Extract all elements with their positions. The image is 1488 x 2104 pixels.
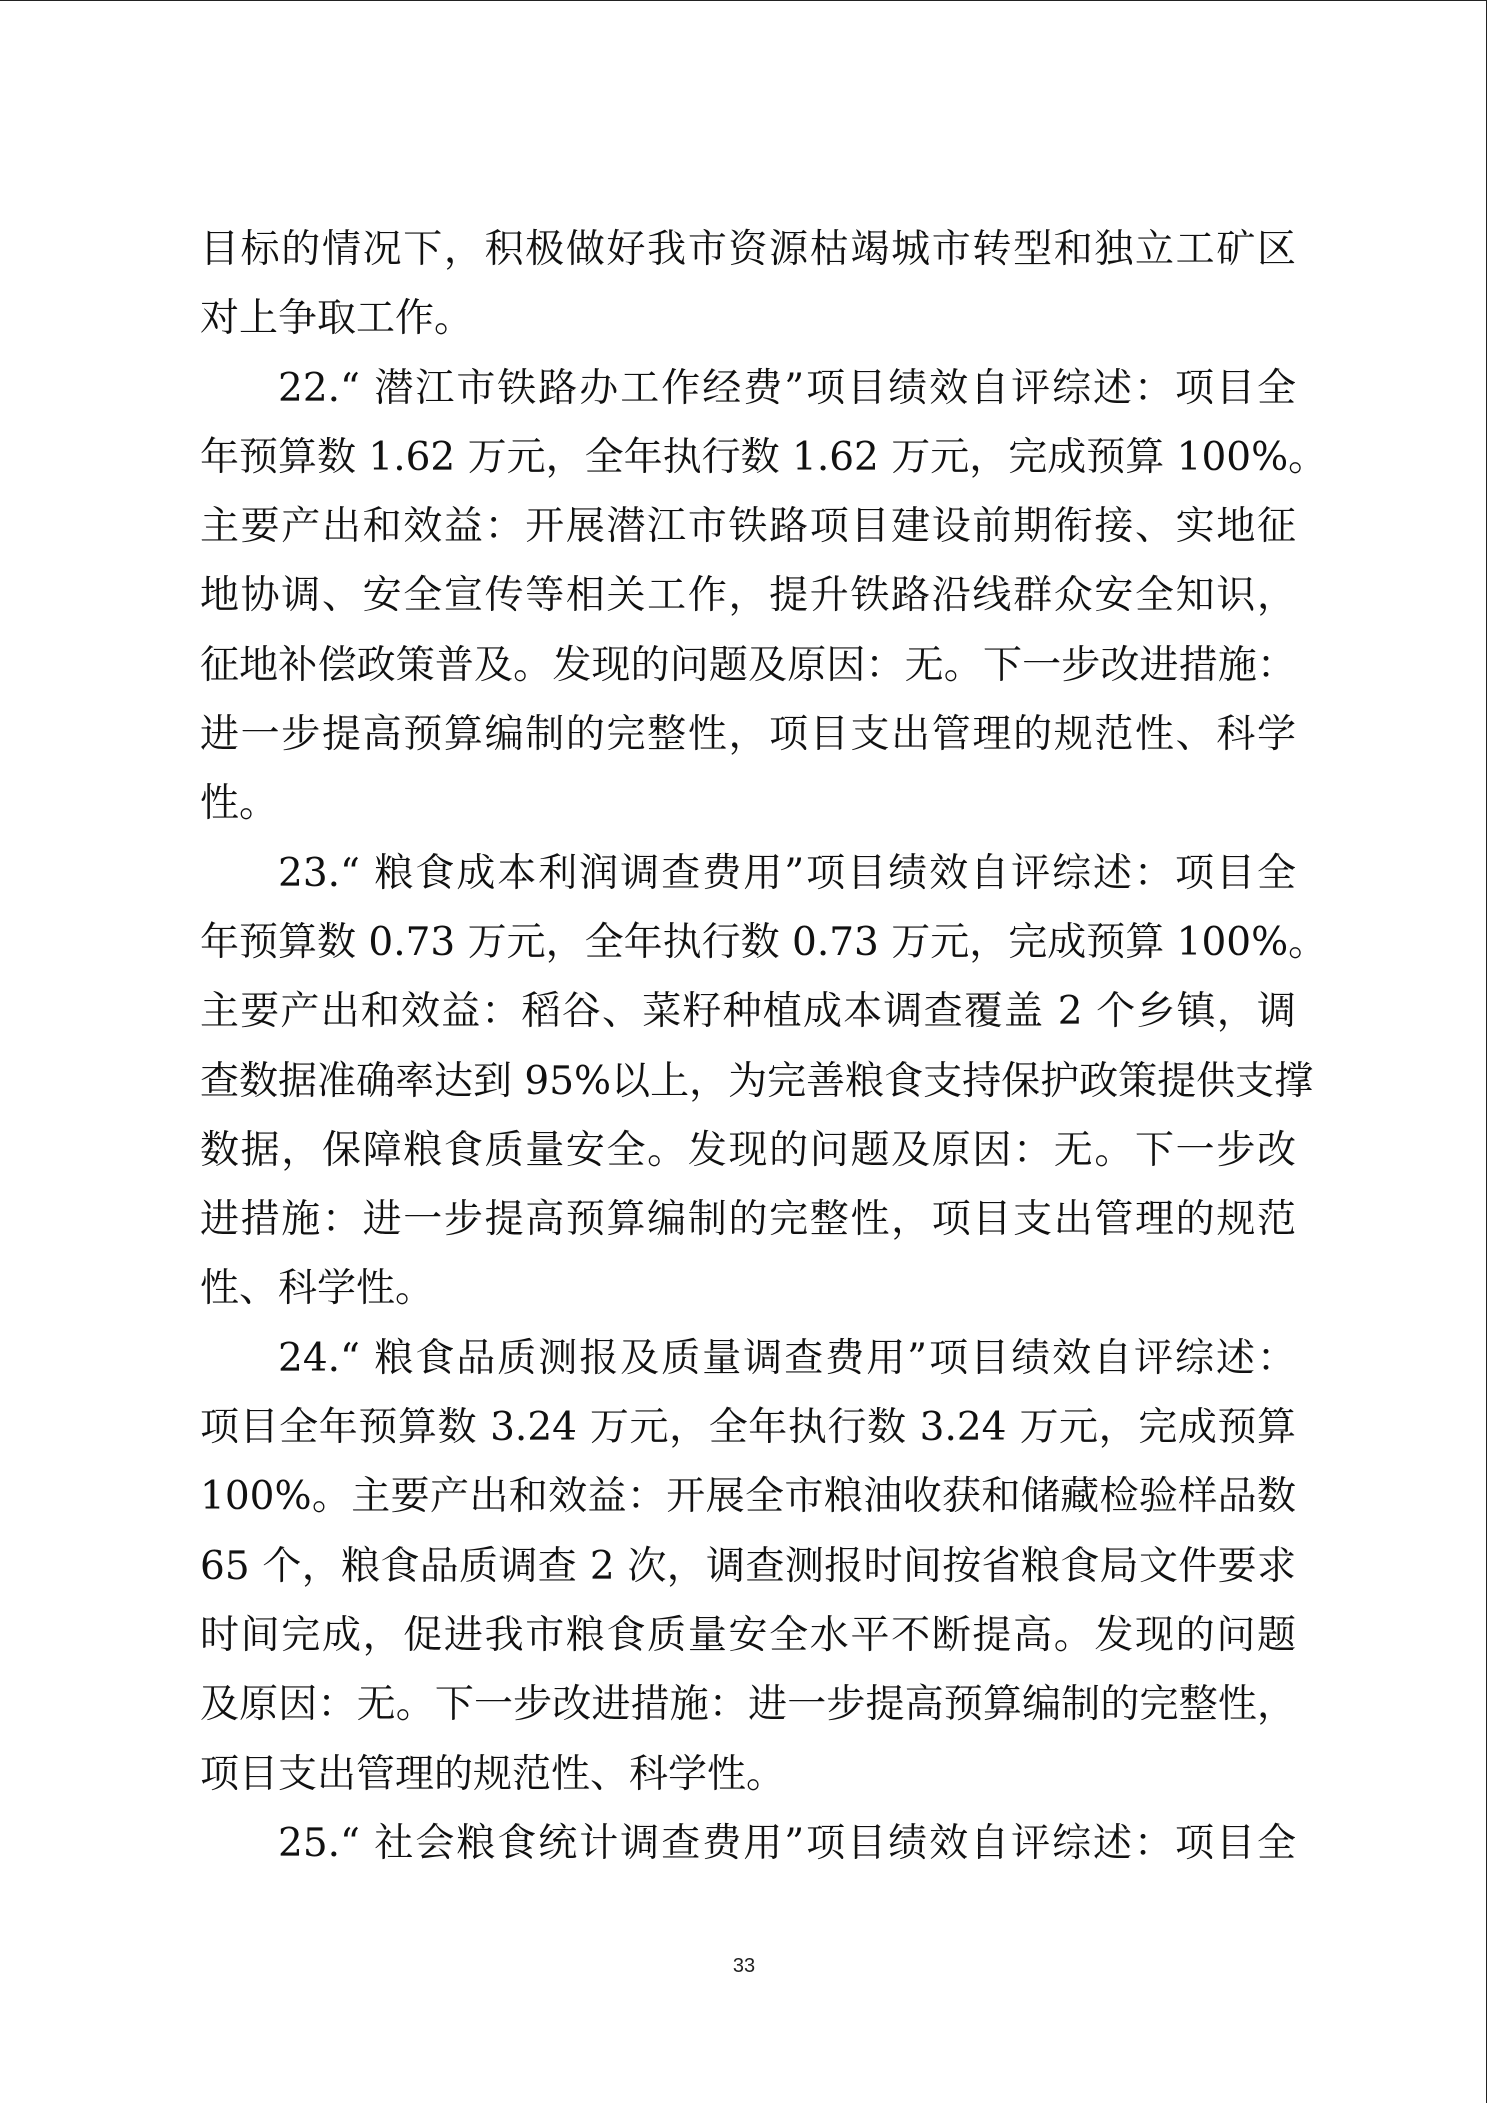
page-number: 33: [732, 1955, 756, 1977]
text-line: 目标的情况下，积极做好我市资源枯竭城市转型和独立工矿区: [200, 227, 1296, 272]
text-line: 性、科学性。: [200, 1266, 435, 1312]
text-line: 时间完成，促进我市粮食质量安全水平不断提高。发现的问题: [200, 1612, 1296, 1658]
text-line: 项目全年预算数 3.24 万元，全年执行数 3.24 万元，完成预算: [200, 1405, 1296, 1451]
text-line: 年预算数 0.73 万元，全年执行数 0.73 万元，完成预算 100%。: [200, 919, 1328, 965]
text-line: 及原因：无。下一步改进措施：进一步提高预算编制的完整性，: [200, 1682, 1296, 1728]
text-line: 25.“ 社会粮食统计调查费用”项目绩效自评综述：项目全: [278, 1820, 1296, 1866]
document-body: [200, 215, 1328, 1878]
text-line: 100%。主要产出和效益：开展全市粮油收获和储藏检验样品数: [200, 1474, 1296, 1520]
text-line: 征地补偿政策普及。发现的问题及原因：无。下一步改进措施：: [200, 642, 1296, 688]
text-line: 主要产出和效益：稻谷、菜籽种植成本调查覆盖 2 个乡镇，调: [200, 989, 1296, 1035]
text-line: 项目支出管理的规范性、科学性。: [200, 1751, 786, 1797]
text-line: 数据，保障粮食质量安全。发现的问题及原因：无。下一步改: [200, 1127, 1296, 1173]
text-line: 进一步提高预算编制的完整性，项目支出管理的规范性、科学: [200, 712, 1296, 758]
text-line: 23.“ 粮食成本利润调查费用”项目绩效自评综述：项目全: [278, 850, 1296, 896]
text-line: 年预算数 1.62 万元，全年执行数 1.62 万元，完成预算 100%。: [200, 434, 1328, 480]
text-line: 查数据准确率达到 95%以上，为完善粮食支持保护政策提供支撑: [200, 1058, 1314, 1104]
text-line: 24.“ 粮食品质测报及质量调查费用”项目绩效自评综述：: [278, 1335, 1296, 1381]
text-line: 主要产出和效益：开展潜江市铁路项目建设前期衔接、实地征: [200, 504, 1296, 550]
text-line: 性。: [200, 781, 279, 827]
text-line: 地协调、安全宣传等相关工作，提升铁路沿线群众安全知识，: [200, 573, 1296, 619]
text-line: 对上争取工作。: [200, 296, 474, 342]
text-line: 22.“ 潜江市铁路办工作经费”项目绩效自评综述：项目全: [278, 365, 1296, 411]
text-line: 65 个，粮食品质调查 2 次，调查测报时间按省粮食局文件要求: [200, 1543, 1296, 1589]
text-line: 进措施：进一步提高预算编制的完整性，项目支出管理的规范: [200, 1197, 1296, 1243]
